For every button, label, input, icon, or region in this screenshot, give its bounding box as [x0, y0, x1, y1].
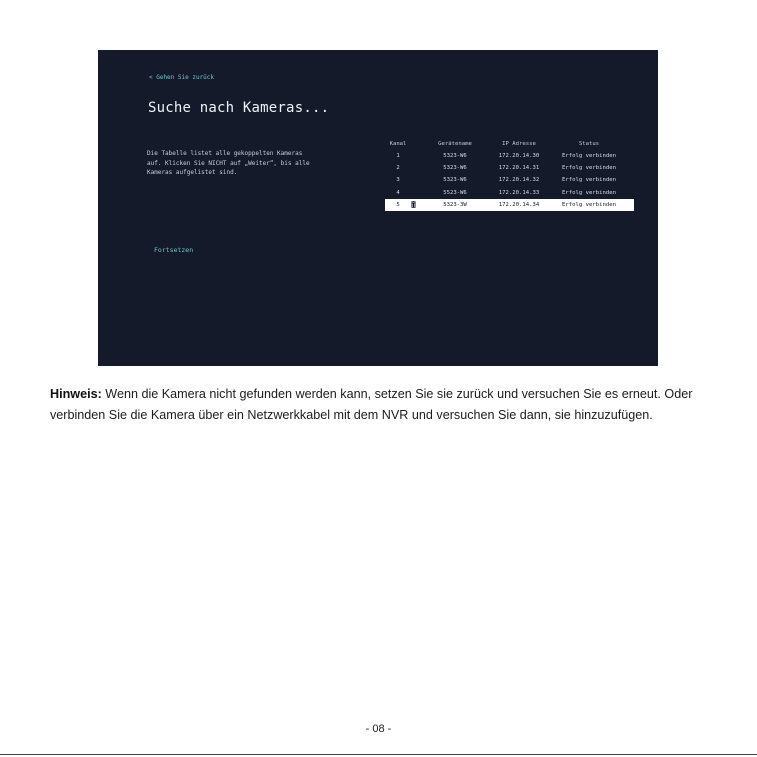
row-ip-address: 172.20.14.30 — [498, 153, 540, 159]
header-status: Status — [578, 141, 600, 147]
row-device-name: 5323-3W — [443, 201, 467, 208]
header-ip-address: IP Adresse — [502, 141, 536, 147]
table-row[interactable] — [385, 162, 634, 174]
row-kanal: 1 — [396, 153, 400, 159]
note-paragraph — [50, 384, 710, 425]
row-kanal: 5 — [396, 201, 400, 208]
row-status: Erfolg verbinden — [562, 165, 616, 172]
row-status: Erfolg verbinden — [562, 189, 616, 196]
row-status: Erfolg verbinden — [562, 153, 616, 159]
row-ip-address: 172.20.14.33 — [498, 189, 540, 196]
row-device-name: 5323-W6 — [443, 177, 467, 184]
description-text: Die Tabelle listet alle gekoppelten Kameras auf. Klicken Sie NICHT auf „Weiter“, bis alle Kameras aufgelistet sind. — [147, 150, 310, 176]
row-kanal: 4 — [396, 189, 400, 196]
trash-icon[interactable] — [410, 201, 417, 208]
table-row-selected[interactable] — [385, 199, 634, 211]
row-ip-address: 172.20.14.34 — [498, 201, 540, 208]
row-ip-address: 172.20.14.31 — [498, 165, 540, 172]
header-kanal: Kanal — [389, 141, 407, 147]
header-device-name: Gerätename — [438, 141, 472, 147]
row-device-name: 5523-W6 — [443, 189, 467, 196]
nvr-screenshot — [98, 50, 658, 366]
back-link[interactable]: < Gehen Sie zurück — [149, 74, 215, 81]
bottom-rule — [0, 754, 757, 755]
note-label: Hinweis: — [50, 387, 102, 401]
screen-title: Suche nach Kameras... — [148, 100, 330, 116]
table-row[interactable] — [385, 150, 634, 162]
row-status: Erfolg verbinden — [562, 201, 616, 208]
row-device-name: 5323-W6 — [443, 165, 467, 172]
camera-table — [385, 138, 634, 211]
table-row[interactable] — [385, 187, 634, 199]
table-row[interactable] — [385, 174, 634, 186]
row-device-name: 5323-W6 — [443, 153, 467, 159]
row-status: Erfolg verbinden — [562, 177, 616, 184]
row-kanal: 2 — [396, 165, 400, 172]
continue-link[interactable]: Fortsetzen — [154, 246, 194, 254]
row-kanal: 3 — [396, 177, 400, 184]
table-header-row — [385, 138, 634, 150]
row-ip-address: 172.20.14.32 — [498, 177, 540, 184]
note-text: Wenn die Kamera nicht gefunden werden kann, setzen Sie sie zurück und versuchen Sie es erneut. Oder verbinden Sie die Kamera über ein Netzwerkkabel mit dem NVR und versuchen Sie dann, sie hinzuzufügen. — [50, 387, 693, 422]
page-number: - 08 - — [365, 723, 392, 735]
